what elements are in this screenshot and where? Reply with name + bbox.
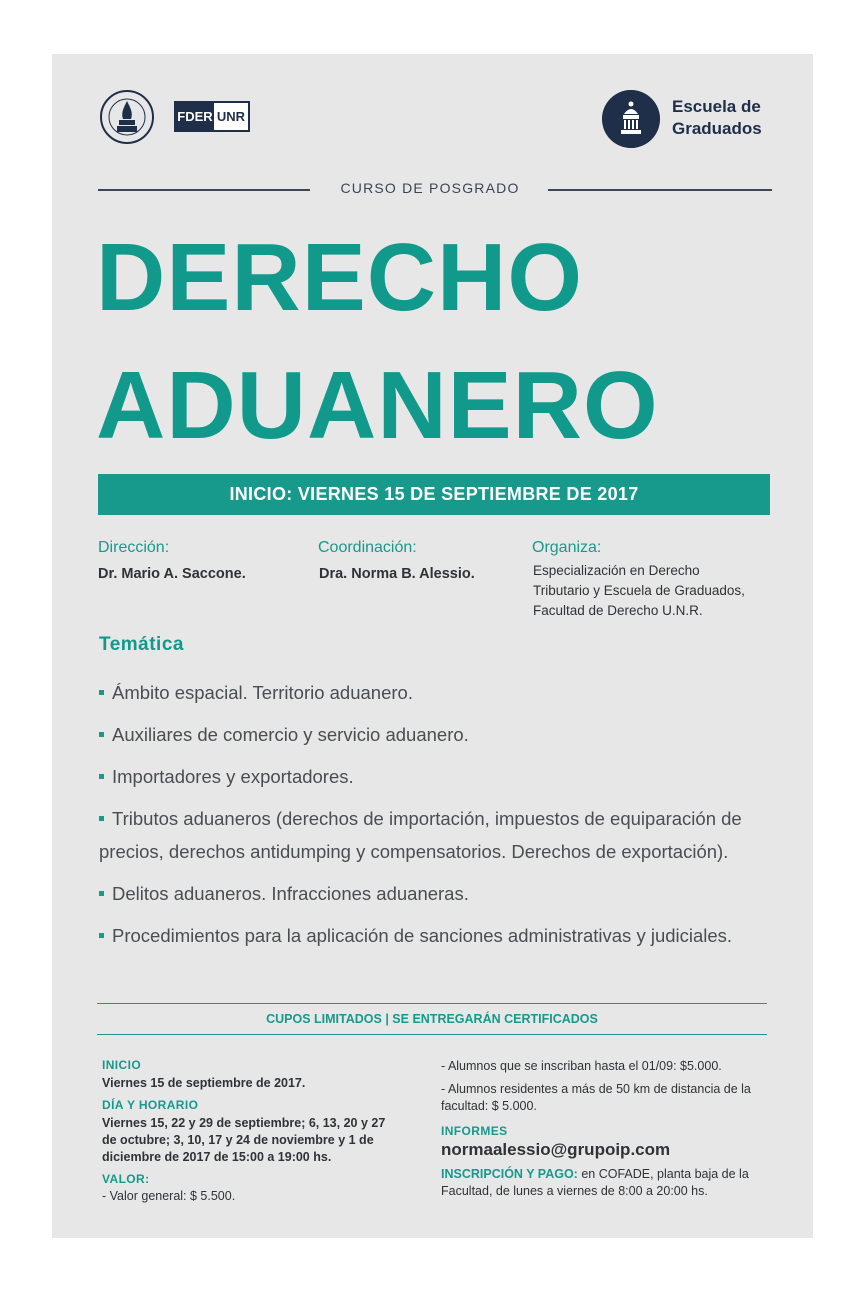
cupos-rule-top <box>97 1003 767 1004</box>
topic-item <box>99 919 779 952</box>
bullet-icon <box>99 816 104 821</box>
horario-value: Viernes 15, 22 y 29 de septiembre; 6, 13, 20 y 27 de octubre; 3, 10, 17 y 24 de noviembre y 1 de diciembre de 2017 de 15:00 a 19:00 hs. <box>102 1116 386 1164</box>
title-line-2: ADUANERO <box>96 352 659 459</box>
bullet-icon <box>99 891 104 896</box>
organiza-line-2: Tributario y Escuela de Graduados, <box>533 583 745 598</box>
direccion-value: Dr. Mario A. Saccone. <box>98 566 246 582</box>
coordinacion-value: Dra. Norma B. Alessio. <box>319 566 475 582</box>
escuela-line2: Graduados <box>672 119 762 138</box>
horario-label: DÍA Y HORARIO <box>102 1098 199 1112</box>
coordinacion-label: Coordinación: <box>318 539 417 556</box>
cupos-rule-bottom <box>97 1034 767 1035</box>
inicio-label: INICIO <box>102 1058 142 1072</box>
organiza-line-1: Especialización en Derecho <box>533 563 700 578</box>
informes-label: INFORMES <box>441 1124 508 1138</box>
valor-label: VALOR: <box>102 1172 150 1186</box>
topic-text: Auxiliares de comercio y servicio aduanero. <box>112 724 469 745</box>
topics-list <box>99 676 779 961</box>
start-date-banner: INICIO: VIERNES 15 DE SEPTIEMBRE DE 2017 <box>98 474 770 515</box>
escuela-graduados-text <box>672 96 762 140</box>
tematica-heading: Temática <box>99 634 184 655</box>
direccion-label: Dirección: <box>98 539 170 556</box>
inicio-value: Viernes 15 de septiembre de 2017. <box>102 1076 306 1090</box>
cupos-notice: CUPOS LIMITADOS | SE ENTREGARÁN CERTIFICADOS <box>266 1012 598 1026</box>
divider-left <box>98 189 310 191</box>
info-left-column <box>102 1058 402 1205</box>
escuela-graduados-icon <box>602 90 660 148</box>
valor-general: - Valor general: $ 5.500. <box>102 1189 236 1203</box>
unr-label: UNR <box>216 109 246 124</box>
topic-text: Procedimientos para la aplicación de sanciones administrativas y judiciales. <box>112 925 733 946</box>
topic-item <box>99 802 779 868</box>
inscripcion-text <box>441 1166 775 1200</box>
bullet-icon <box>99 774 104 779</box>
title-line-1: DERECHO <box>96 224 584 331</box>
topic-item <box>99 877 779 910</box>
topic-text: Tributos aduaneros (derechos de importación, impuestos de equiparación de precios, derechos antidumping y compensatorios. Derechos de exportación). <box>99 808 742 862</box>
topic-text: Delitos aduaneros. Infracciones aduaneras. <box>112 883 469 904</box>
topic-text: Importadores y exportadores. <box>112 766 354 787</box>
inscripcion-value: en COFADE, planta baja de la Facultad, de lunes a viernes de 8:00 a 20:00 hs. <box>441 1167 749 1198</box>
topic-item <box>99 718 779 751</box>
valor-residentes: - Alumnos residentes a más de 50 km de distancia de la facultad: $ 5.000. <box>441 1082 751 1113</box>
inscripcion-label: INSCRIPCIÓN Y PAGO: <box>441 1167 578 1181</box>
topic-text: Ámbito espacial. Territorio aduanero. <box>112 682 413 703</box>
fder-label: FDER <box>176 103 214 130</box>
course-type: CURSO DE POSGRADO <box>340 180 520 196</box>
organiza-value <box>533 561 773 621</box>
divider-right <box>548 189 772 191</box>
unr-seal-logo <box>99 87 155 147</box>
valor-alumnos: - Alumnos que se inscriban hasta el 01/09: $5.000. <box>441 1059 722 1073</box>
topic-item <box>99 760 779 793</box>
informes-email[interactable]: normaalessio@grupoip.com <box>441 1140 671 1159</box>
bullet-icon <box>99 690 104 695</box>
topic-item <box>99 676 779 709</box>
bullet-icon <box>99 732 104 737</box>
bullet-icon <box>99 933 104 938</box>
course-poster <box>52 54 813 1238</box>
organiza-line-3: Facultad de Derecho U.N.R. <box>533 603 703 618</box>
info-right-column <box>441 1058 775 1200</box>
escuela-line1: Escuela de <box>672 97 761 116</box>
organiza-label: Organiza: <box>532 539 602 556</box>
fder-unr-logo <box>174 101 250 132</box>
